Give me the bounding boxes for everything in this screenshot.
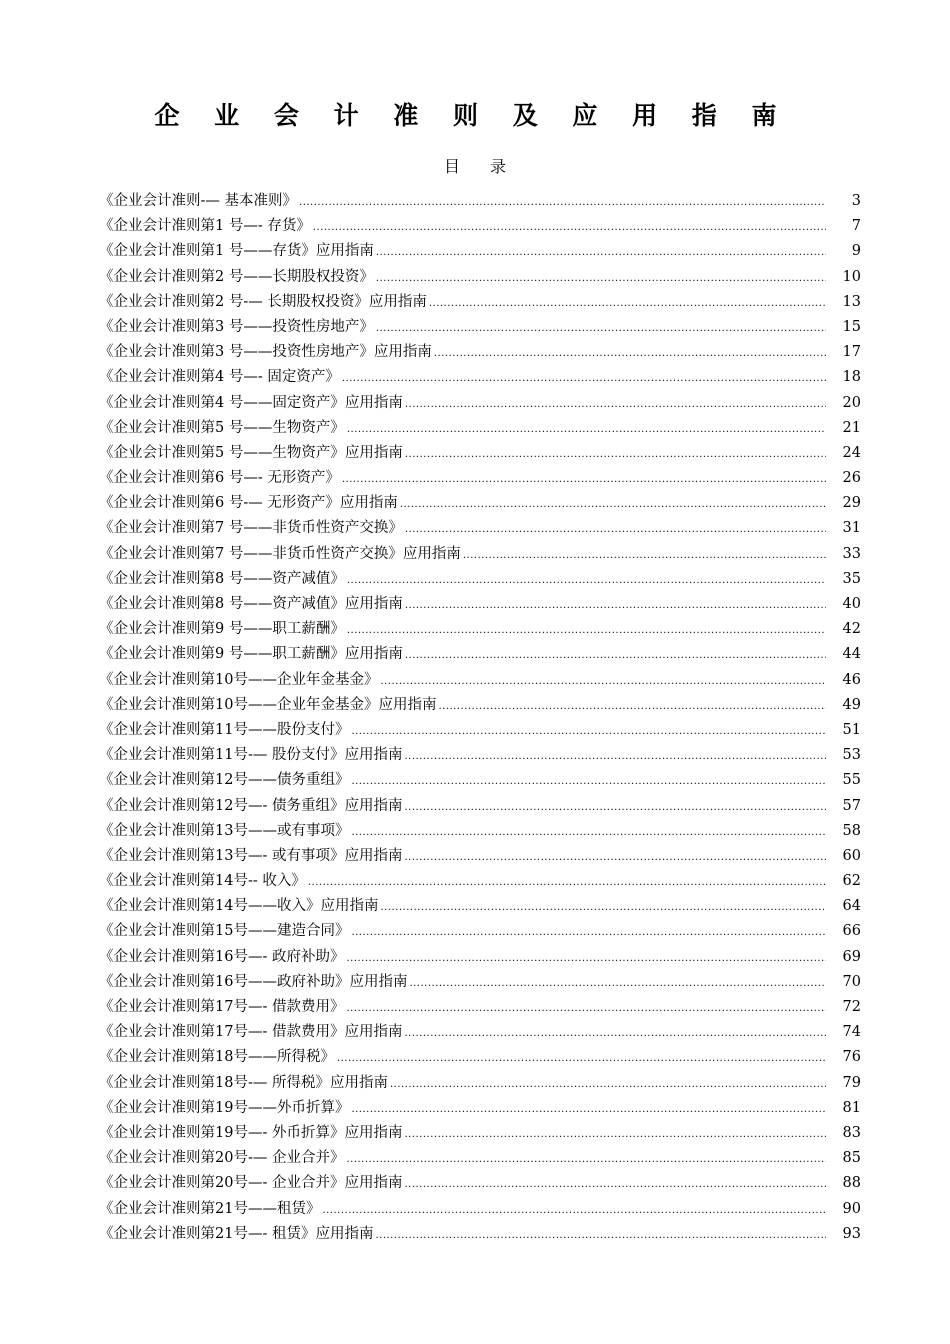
toc-dot-leader [376, 316, 826, 341]
toc-entry-page-number: 13 [842, 293, 861, 310]
toc-dot-leader [405, 593, 826, 618]
toc-entry-title: 《企业会计准则第11号——股份支付》 [99, 721, 350, 738]
toc-entry[interactable] [99, 491, 861, 516]
toc-entry[interactable] [99, 1045, 861, 1070]
toc-entry-page-number: 42 [842, 621, 861, 638]
toc-dot-leader [347, 618, 826, 643]
toc-entry-title: 《企业会计准则第3 号——投资性房地产》应用指南 [99, 344, 432, 361]
toc-dot-leader [404, 795, 826, 820]
toc-dot-leader [409, 971, 826, 996]
toc-entry[interactable] [99, 819, 861, 844]
toc-entry-page-number: 69 [842, 948, 861, 965]
toc-entry-title: 《企业会计准则第9 号——职工薪酬》应用指南 [99, 646, 403, 663]
toc-entry-title: 《企业会计准则第7 号——非货币性资产交换》应用指南 [99, 545, 461, 562]
toc-entry[interactable] [99, 1197, 861, 1222]
toc-entry-page-number: 9 [851, 243, 861, 260]
toc-dot-leader [347, 417, 826, 442]
toc-entry-page-number: 70 [842, 973, 861, 990]
toc-entry-title: 《企业会计准则第7 号——非货币性资产交换》 [99, 520, 403, 537]
toc-entry-page-number: 35 [842, 570, 861, 587]
toc-entry-title: 《企业会计准则第16号—- 政府补助》 [99, 948, 345, 965]
toc-entry-page-number: 74 [842, 1024, 861, 1041]
toc-dot-leader [347, 568, 826, 593]
toc-entry-page-number: 46 [842, 671, 861, 688]
toc-entry-title: 《企业会计准则第12号——债务重组》 [99, 772, 350, 789]
toc-entry-title: 《企业会计准则第16号——政府补助》应用指南 [99, 973, 408, 990]
toc-entry-page-number: 79 [842, 1074, 861, 1091]
toc-entry-page-number: 33 [842, 545, 861, 562]
toc-dot-leader [404, 845, 826, 870]
toc-heading: 目录 [443, 157, 536, 176]
toc-entry-page-number: 76 [842, 1049, 861, 1066]
toc-dot-leader [376, 266, 826, 291]
toc-entry-page-number: 7 [851, 218, 861, 235]
toc-entry[interactable] [99, 1222, 861, 1247]
toc-entry-title: 《企业会计准则-— 基本准则》 [99, 193, 298, 209]
toc-entry-page-number: 55 [842, 772, 861, 789]
toc-entry-title: 《企业会计准则第4 号——固定资产》应用指南 [99, 394, 403, 411]
toc-entry[interactable] [99, 768, 861, 793]
toc-dot-leader [342, 467, 826, 492]
toc-entry-title: 《企业会计准则第6 号—- 无形资产》 [99, 470, 340, 487]
toc-entry-page-number: 3 [851, 193, 861, 209]
toc-entry[interactable] [99, 441, 861, 466]
toc-entry[interactable] [99, 718, 861, 743]
toc-entry-title: 《企业会计准则第5 号——生物资产》应用指南 [99, 444, 403, 461]
toc-entry-title: 《企业会计准则第6 号-— 无形资产》应用指南 [99, 495, 398, 512]
toc-entry[interactable] [99, 844, 861, 869]
toc-dot-leader [434, 341, 826, 366]
toc-entry[interactable] [99, 970, 861, 995]
toc-entry-title: 《企业会计准则第10号——企业年金基金》应用指南 [99, 696, 437, 713]
toc-entry[interactable] [99, 617, 861, 642]
toc-entry[interactable] [99, 794, 861, 819]
toc-entry[interactable] [99, 189, 861, 214]
toc-entry[interactable] [99, 391, 861, 416]
toc-entry-title: 《企业会计准则第2 号-— 长期股权投资》应用指南 [99, 293, 427, 310]
toc-entry-title: 《企业会计准则第4 号—- 固定资产》 [99, 369, 340, 386]
toc-dot-leader [404, 1122, 826, 1147]
toc-entry-title: 《企业会计准则第17号—- 借款费用》 [99, 999, 345, 1015]
toc-entry-page-number: 49 [842, 696, 861, 713]
toc-entry-page-number: 15 [842, 318, 861, 335]
toc-entry-title: 《企业会计准则第18号-— 所得税》应用指南 [99, 1074, 388, 1091]
toc-entry[interactable] [99, 567, 861, 592]
toc-entry[interactable] [99, 919, 861, 944]
toc-entry[interactable] [99, 1071, 861, 1096]
toc-dot-leader [351, 769, 826, 794]
toc-dot-leader [346, 996, 826, 1021]
toc-dot-leader [390, 1072, 826, 1097]
document-title: 企 业 会 计 准 则 及 应 用 指 南 [154, 101, 790, 130]
toc-entry-page-number: 60 [842, 847, 861, 864]
toc-dot-leader [346, 1147, 826, 1172]
toc-entry[interactable] [99, 516, 861, 541]
toc-dot-leader [313, 215, 826, 240]
toc-entry-page-number: 72 [842, 999, 861, 1015]
toc-dot-leader [351, 1097, 826, 1122]
toc-entry-page-number: 29 [842, 495, 861, 512]
toc-entry[interactable] [99, 995, 861, 1020]
toc-dot-leader [404, 744, 826, 769]
toc-dot-leader [351, 820, 826, 845]
toc-dot-leader [380, 669, 826, 694]
toc-entry-title: 《企业会计准则第21号—- 租赁》应用指南 [99, 1225, 374, 1242]
toc-entry-page-number: 17 [842, 344, 861, 361]
toc-dot-leader [375, 1223, 826, 1248]
toc-dot-leader [405, 517, 826, 542]
toc-dot-leader [404, 1021, 826, 1046]
toc-entry-title: 《企业会计准则第18号——所得税》 [99, 1049, 335, 1066]
toc-entry-title: 《企业会计准则第17号—- 借款费用》应用指南 [99, 1024, 403, 1041]
table-of-contents [99, 189, 861, 1247]
toc-entry[interactable] [99, 214, 861, 239]
toc-entry-title: 《企业会计准则第19号—- 外币折算》应用指南 [99, 1124, 403, 1141]
toc-entry-title: 《企业会计准则第15号——建造合同》 [99, 923, 350, 940]
toc-entry-page-number: 66 [842, 923, 861, 940]
toc-entry-title: 《企业会计准则第8 号——资产减值》 [99, 570, 345, 587]
toc-entry-title: 《企业会计准则第2 号——长期股权投资》 [99, 268, 374, 285]
toc-entry[interactable] [99, 743, 861, 768]
toc-dot-leader [438, 694, 826, 719]
toc-entry-page-number: 53 [842, 747, 861, 764]
toc-entry-page-number: 57 [842, 797, 861, 814]
toc-entry-page-number: 20 [842, 394, 861, 411]
toc-dot-leader [351, 719, 826, 744]
toc-entry[interactable] [99, 290, 861, 315]
toc-entry-page-number: 10 [842, 268, 861, 285]
toc-entry-page-number: 31 [842, 520, 861, 537]
toc-entry-title: 《企业会计准则第8 号——资产减值》应用指南 [99, 596, 403, 612]
toc-dot-leader [346, 946, 826, 971]
toc-entry-page-number: 40 [842, 596, 861, 612]
toc-entry-page-number: 51 [842, 721, 861, 738]
toc-entry[interactable] [99, 1096, 861, 1121]
toc-entry[interactable] [99, 1146, 861, 1171]
toc-entry[interactable] [99, 265, 861, 290]
toc-entry[interactable] [99, 1121, 861, 1146]
toc-entry-title: 《企业会计准则第1 号——存货》应用指南 [99, 243, 374, 260]
toc-dot-leader [404, 1172, 826, 1197]
toc-entry-title: 《企业会计准则第5 号——生物资产》 [99, 419, 345, 436]
toc-dot-leader [463, 543, 826, 568]
toc-entry-title: 《企业会计准则第1 号—- 存货》 [99, 218, 311, 235]
toc-entry-title: 《企业会计准则第14号-- 收入》 [99, 873, 306, 890]
toc-entry-title: 《企业会计准则第14号——收入》应用指南 [99, 898, 379, 915]
toc-entry[interactable] [99, 1171, 861, 1196]
toc-entry[interactable] [99, 869, 861, 894]
toc-entry[interactable] [99, 365, 861, 390]
toc-entry-page-number: 81 [842, 1099, 861, 1116]
toc-entry-title: 《企业会计准则第19号——外币折算》 [99, 1099, 350, 1116]
toc-entry-page-number: 44 [842, 646, 861, 663]
toc-dot-leader [337, 1046, 826, 1071]
toc-entry-page-number: 64 [842, 898, 861, 915]
toc-entry-title: 《企业会计准则第13号——或有事项》 [99, 822, 350, 839]
toc-entry-title: 《企业会计准则第9 号——职工薪酬》 [99, 621, 345, 638]
toc-entry[interactable] [99, 466, 861, 491]
toc-entry-page-number: 85 [842, 1150, 861, 1167]
toc-dot-leader [400, 492, 826, 517]
toc-entry-page-number: 18 [842, 369, 861, 386]
toc-entry[interactable] [99, 668, 861, 693]
toc-entry[interactable] [99, 592, 861, 617]
toc-dot-leader [405, 643, 826, 668]
toc-entry-title: 《企业会计准则第13号—- 或有事项》应用指南 [99, 847, 403, 864]
toc-entry-page-number: 90 [842, 1200, 861, 1217]
toc-entry-page-number: 88 [842, 1175, 861, 1192]
toc-dot-leader [308, 870, 826, 895]
toc-entry-page-number: 58 [842, 822, 861, 839]
toc-entry-title: 《企业会计准则第21号——租赁》 [99, 1200, 321, 1217]
toc-dot-leader [429, 291, 826, 316]
toc-dot-leader [322, 1198, 826, 1223]
toc-dot-leader [342, 366, 826, 391]
toc-entry-title: 《企业会计准则第3 号——投资性房地产》 [99, 318, 374, 335]
toc-entry-page-number: 24 [842, 444, 861, 461]
toc-entry[interactable] [99, 693, 861, 718]
toc-entry[interactable] [99, 642, 861, 667]
toc-entry-title: 《企业会计准则第10号——企业年金基金》 [99, 671, 379, 688]
toc-dot-leader [405, 392, 826, 417]
toc-entry[interactable] [99, 416, 861, 441]
toc-entry-title: 《企业会计准则第20号-— 企业合并》 [99, 1150, 345, 1167]
toc-entry-page-number: 93 [842, 1225, 861, 1242]
toc-dot-leader [405, 442, 826, 467]
toc-entry-title: 《企业会计准则第11号-— 股份支付》应用指南 [99, 747, 403, 764]
toc-entry[interactable] [99, 340, 861, 365]
toc-dot-leader [351, 920, 826, 945]
toc-dot-leader [376, 240, 826, 265]
toc-entry[interactable] [99, 945, 861, 970]
toc-entry-page-number: 83 [842, 1124, 861, 1141]
toc-entry-page-number: 21 [842, 419, 861, 436]
toc-entry-page-number: 62 [842, 873, 861, 890]
toc-entry[interactable] [99, 894, 861, 919]
toc-entry-title: 《企业会计准则第12号—- 债务重组》应用指南 [99, 797, 403, 814]
toc-entry[interactable] [99, 315, 861, 340]
toc-entry[interactable] [99, 1020, 861, 1045]
toc-dot-leader [380, 895, 826, 920]
toc-dot-leader [299, 190, 826, 215]
toc-entry[interactable] [99, 542, 861, 567]
toc-entry-page-number: 26 [842, 470, 861, 487]
toc-entry[interactable] [99, 239, 861, 264]
toc-entry-title: 《企业会计准则第20号—- 企业合并》应用指南 [99, 1175, 403, 1192]
